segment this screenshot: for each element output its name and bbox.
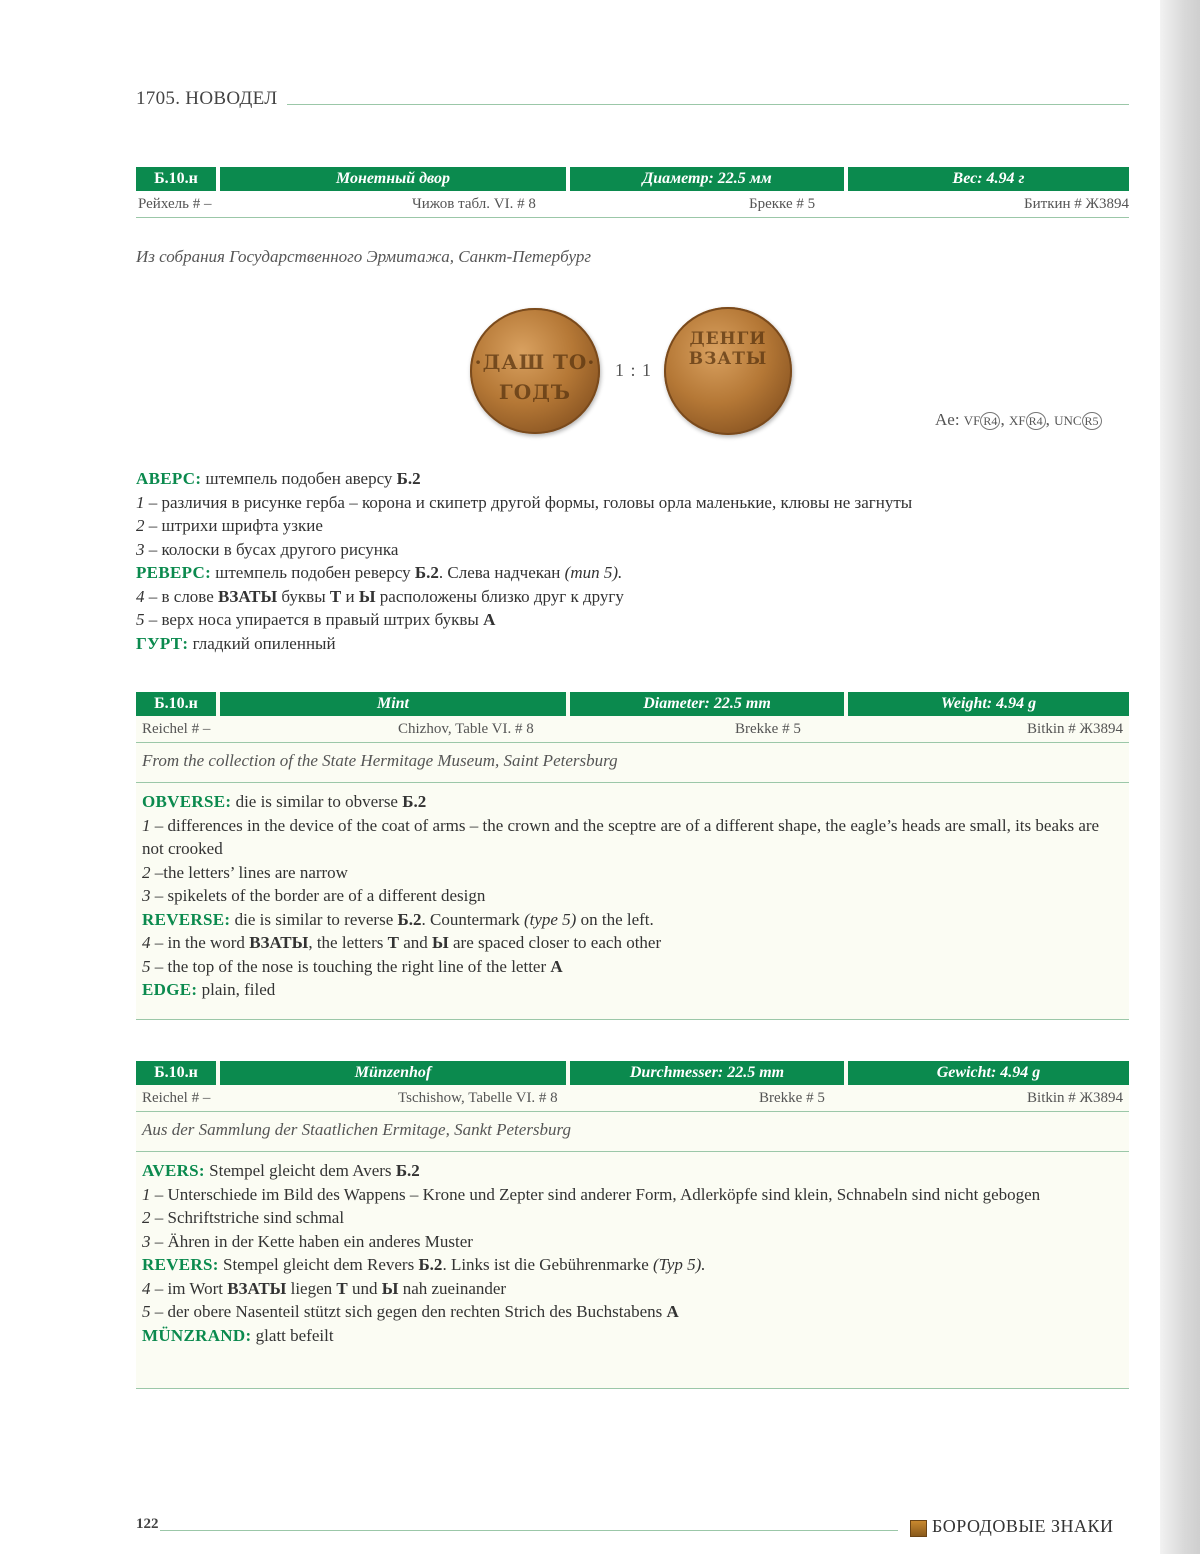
obverse-line	[142, 1159, 1123, 1183]
description-ru	[136, 467, 1129, 655]
reverse-text-2: . Слева надчекан	[438, 563, 565, 582]
reverse-legend-line2: ВЗАТЫ	[688, 349, 768, 369]
reverse-text: Stempel gleicht dem Revers	[218, 1255, 419, 1274]
ref-reichel: Reichel # –	[142, 1090, 211, 1106]
note-3	[142, 1230, 1123, 1254]
note-number: 1	[142, 1184, 151, 1204]
note-4	[142, 1277, 1123, 1301]
reverse-line	[142, 1253, 1123, 1277]
obverse-text: die is similar to obverse	[231, 792, 403, 811]
source-de: Aus der Sammlung der Staatlichen Ermitage, Sankt Petersburg	[142, 1120, 572, 1139]
letter-a: А	[483, 610, 496, 629]
source-en: From the collection of the State Hermitage Museum, Saint Petersburg	[142, 751, 618, 770]
ref-reichel: Reichel # –	[142, 721, 211, 737]
note-2	[142, 861, 1123, 885]
note-text: and	[398, 933, 433, 952]
edge-label: EDGE:	[142, 980, 198, 999]
ref-bitkin: Биткин # Ж3894	[1024, 196, 1129, 212]
countermark-type: (тип 5).	[564, 563, 623, 582]
note-text: und	[347, 1278, 382, 1298]
chapter-title: БОРОДОВЫЕ ЗНАКИ	[932, 1516, 1114, 1536]
note-number: 1	[142, 815, 151, 835]
note-text: – the top of the nose is touching the right line of the letter	[150, 956, 551, 976]
note-1	[136, 491, 1129, 515]
page-number: 122	[136, 1516, 159, 1532]
note-text: – штрихи шрифта узкие	[144, 516, 323, 535]
obverse-line	[136, 467, 1129, 491]
grade-vf: VF	[963, 413, 981, 428]
note-text: – differences in the device of the coat of arms – the crown and the sceptre are of a different shape, the eagle’s heads are small, its beaks are not crooked	[142, 815, 1100, 858]
mint-cell: Münzenhof	[220, 1061, 566, 1085]
mint-cell: Mint	[220, 692, 566, 716]
book-icon	[910, 1520, 927, 1537]
obverse-ref: Б.2	[402, 792, 427, 811]
note-3	[142, 884, 1123, 908]
note-text: – in the word	[150, 933, 250, 952]
entry-header-en	[136, 692, 1129, 716]
catalog-entry-en	[136, 692, 1129, 1020]
catalog-entry-ru	[136, 167, 1129, 218]
note-text: – в слове	[144, 586, 219, 606]
note-text: расположены близко друг к другу	[375, 586, 624, 606]
description-de	[136, 1152, 1129, 1347]
note-text: – верх носа упирается в правый штрих буквы	[144, 610, 484, 629]
reverse-text-2: . Links ist die Gebührenmarke	[442, 1255, 653, 1274]
diameter-cell: Diameter: 22.5 mm	[570, 692, 844, 716]
note-5	[142, 1300, 1123, 1324]
letter-y: Ы	[381, 1278, 399, 1298]
obverse-label: AVERS:	[142, 1161, 205, 1180]
countermark-type: (type 5)	[523, 909, 577, 929]
reverse-text: штемпель подобен реверсу	[211, 563, 415, 582]
note-text: – Unterschiede im Bild des Wappens – Krone und Zepter sind anderer Form, Adlerköpfe sind klein, Schnabeln sind nicht gebogen	[150, 1184, 1041, 1204]
source-row-de	[136, 1112, 1129, 1152]
source-ru: Из собрания Государственного Эрмитажа, Санкт-Петербург	[136, 247, 591, 266]
references-row-en	[136, 716, 1129, 743]
note-number: 3	[142, 886, 151, 905]
word-vzaty: ВЗАТЫ	[249, 933, 309, 952]
reverse-text: die is similar to reverse	[230, 909, 398, 929]
note-number: 3	[142, 1231, 151, 1251]
references-row-ru	[136, 191, 1129, 218]
catalog-code: Б.10.н	[136, 167, 216, 191]
note-text: – der obere Nasenteil stützt sich gegen den rechten Strich des Buchstabens	[150, 1302, 667, 1321]
grade-unc: UNC	[1054, 413, 1082, 428]
reverse-line	[136, 561, 1129, 585]
reverse-legend-line1: ДЕНГИ	[689, 329, 767, 349]
note-number: 2	[142, 1208, 151, 1227]
obverse-ref: Б.2	[395, 1161, 420, 1180]
source-row-en	[136, 743, 1129, 783]
ref-chizhov: Чижов табл. VI. # 8	[412, 196, 536, 212]
note-1	[142, 1183, 1123, 1207]
obverse-label: OBVERSE:	[142, 792, 232, 811]
edge-line	[136, 632, 1129, 656]
word-vzaty: ВЗАТЫ	[218, 586, 278, 606]
page-edge-shadow	[1160, 0, 1200, 1554]
word-vzaty: ВЗАТЫ	[227, 1278, 287, 1298]
note-text: и	[341, 586, 359, 606]
obverse-legend-line1: ·ДАШ ТО·	[474, 350, 596, 374]
rarity-badge: R4	[980, 412, 1000, 430]
reverse-ref: Б.2	[397, 909, 422, 929]
note-text: – Schriftstriche sind schmal	[150, 1208, 345, 1227]
letter-a: А	[550, 956, 563, 976]
diameter-cell: Диаметр: 22.5 мм	[570, 167, 844, 191]
note-2	[136, 514, 1129, 538]
note-number: 4	[136, 586, 145, 606]
description-en	[136, 783, 1129, 1002]
edge-text: plain, filed	[197, 980, 276, 999]
catalog-entry-de	[136, 1061, 1129, 1389]
separator: ,	[1045, 410, 1055, 429]
ref-chizhov: Tschishow, Tabelle VI. # 8	[398, 1090, 558, 1106]
edge-text: гладкий опиленный	[188, 633, 336, 653]
note-4	[136, 585, 1129, 609]
note-5	[136, 608, 1129, 632]
rarity-line	[935, 410, 1102, 430]
entry-header-ru	[136, 167, 1129, 191]
weight-cell: Gewicht: 4.94 g	[848, 1061, 1129, 1085]
note-text: , the letters	[308, 933, 388, 952]
catalog-code: Б.10.н	[136, 692, 216, 716]
entry-header-de	[136, 1061, 1129, 1085]
obverse-ref: Б.2	[396, 469, 421, 488]
weight-cell: Вес: 4.94 г	[848, 167, 1129, 191]
coin-reverse-image	[664, 307, 792, 435]
scale-ratio: 1 : 1	[615, 360, 653, 380]
obverse-label: АВЕРС:	[136, 469, 202, 488]
ref-brekke: Брекке # 5	[749, 196, 816, 212]
grade-xf: XF	[1008, 413, 1026, 428]
note-text: liegen	[286, 1278, 337, 1298]
note-number: 3	[136, 539, 145, 559]
diameter-cell: Durchmesser: 22.5 mm	[570, 1061, 844, 1085]
ref-chizhov: Chizhov, Table VI. # 8	[398, 721, 534, 737]
coin-obverse-image	[470, 308, 600, 434]
reverse-label: REVERSE:	[142, 909, 231, 929]
note-number: 2	[142, 862, 151, 882]
note-text: – Ähren in der Kette haben ein anderes Muster	[150, 1231, 473, 1251]
reverse-line	[142, 908, 1123, 932]
footer-rule	[160, 1530, 898, 1531]
obverse-text: Stempel gleicht dem Avers	[204, 1161, 396, 1180]
letter-y: Ы	[358, 586, 376, 606]
rarity-badge: R4	[1026, 412, 1046, 430]
obverse-text: штемпель подобен аверсу	[201, 469, 397, 488]
note-number: 5	[142, 956, 151, 976]
letter-t: Т	[329, 586, 342, 606]
note-text: – колоски в бусах другого рисунка	[144, 539, 399, 559]
note-number: 4	[142, 1278, 151, 1298]
note-3	[136, 538, 1129, 562]
note-5	[142, 955, 1123, 979]
obverse-line	[142, 790, 1123, 814]
mint-cell: Монетный двор	[220, 167, 566, 191]
edge-line	[142, 978, 1123, 1002]
edge-line	[142, 1324, 1123, 1348]
note-text: – различия в рисунке герба – корона и скипетр другой формы, головы орла маленькие, клювы не загнуты	[144, 492, 913, 512]
ref-brekke: Brekke # 5	[735, 721, 801, 737]
weight-cell: Weight: 4.94 g	[848, 692, 1129, 716]
reverse-label: REVERS:	[142, 1255, 219, 1274]
reverse-text-2: . Countermark	[421, 909, 524, 929]
ref-bitkin: Bitkin # Ж3894	[1027, 721, 1123, 737]
letter-t: Т	[336, 1278, 348, 1298]
reverse-label: РЕВЕРС:	[136, 563, 212, 582]
note-number: 5	[136, 610, 145, 629]
note-number: 2	[136, 516, 145, 535]
catalog-code: Б.10.н	[136, 1061, 216, 1085]
note-1	[142, 814, 1123, 861]
ref-brekke: Brekke # 5	[759, 1090, 825, 1106]
note-text: are spaced closer to each other	[448, 933, 662, 952]
section-title: 1705. НОВОДЕЛ	[136, 88, 278, 109]
note-4	[142, 931, 1123, 955]
section-rule	[287, 104, 1129, 105]
ref-bitkin: Bitkin # Ж3894	[1027, 1090, 1123, 1106]
separator: ,	[1000, 410, 1009, 429]
letter-a: А	[666, 1302, 679, 1321]
edge-label: ГУРТ:	[136, 633, 189, 653]
note-number: 5	[142, 1302, 151, 1321]
reverse-ref: Б.2	[414, 563, 439, 582]
obverse-legend-line2: ГОДЪ	[498, 380, 572, 404]
edge-text: glatt befeilt	[251, 1325, 334, 1345]
note-text: nah zueinander	[398, 1278, 507, 1298]
note-2	[142, 1206, 1123, 1230]
reverse-text-3: on the left.	[576, 909, 654, 929]
note-number: 1	[136, 492, 145, 512]
note-text: – spikelets of the border are of a different design	[150, 886, 486, 905]
note-text: –the letters’ lines are narrow	[150, 862, 348, 882]
reverse-ref: Б.2	[418, 1255, 443, 1274]
ref-reichel: Рейхель # –	[138, 196, 212, 212]
metal-label: Ae:	[935, 410, 964, 429]
note-text: – im Wort	[150, 1278, 228, 1298]
references-row-de	[136, 1085, 1129, 1112]
edge-label: MÜNZRAND:	[142, 1325, 252, 1345]
letter-t: Т	[387, 933, 399, 952]
rarity-badge: R5	[1082, 412, 1102, 430]
note-number: 4	[142, 933, 151, 952]
letter-y: Ы	[432, 933, 449, 952]
countermark-type: (Typ 5).	[653, 1255, 706, 1274]
note-text: буквы	[277, 586, 330, 606]
